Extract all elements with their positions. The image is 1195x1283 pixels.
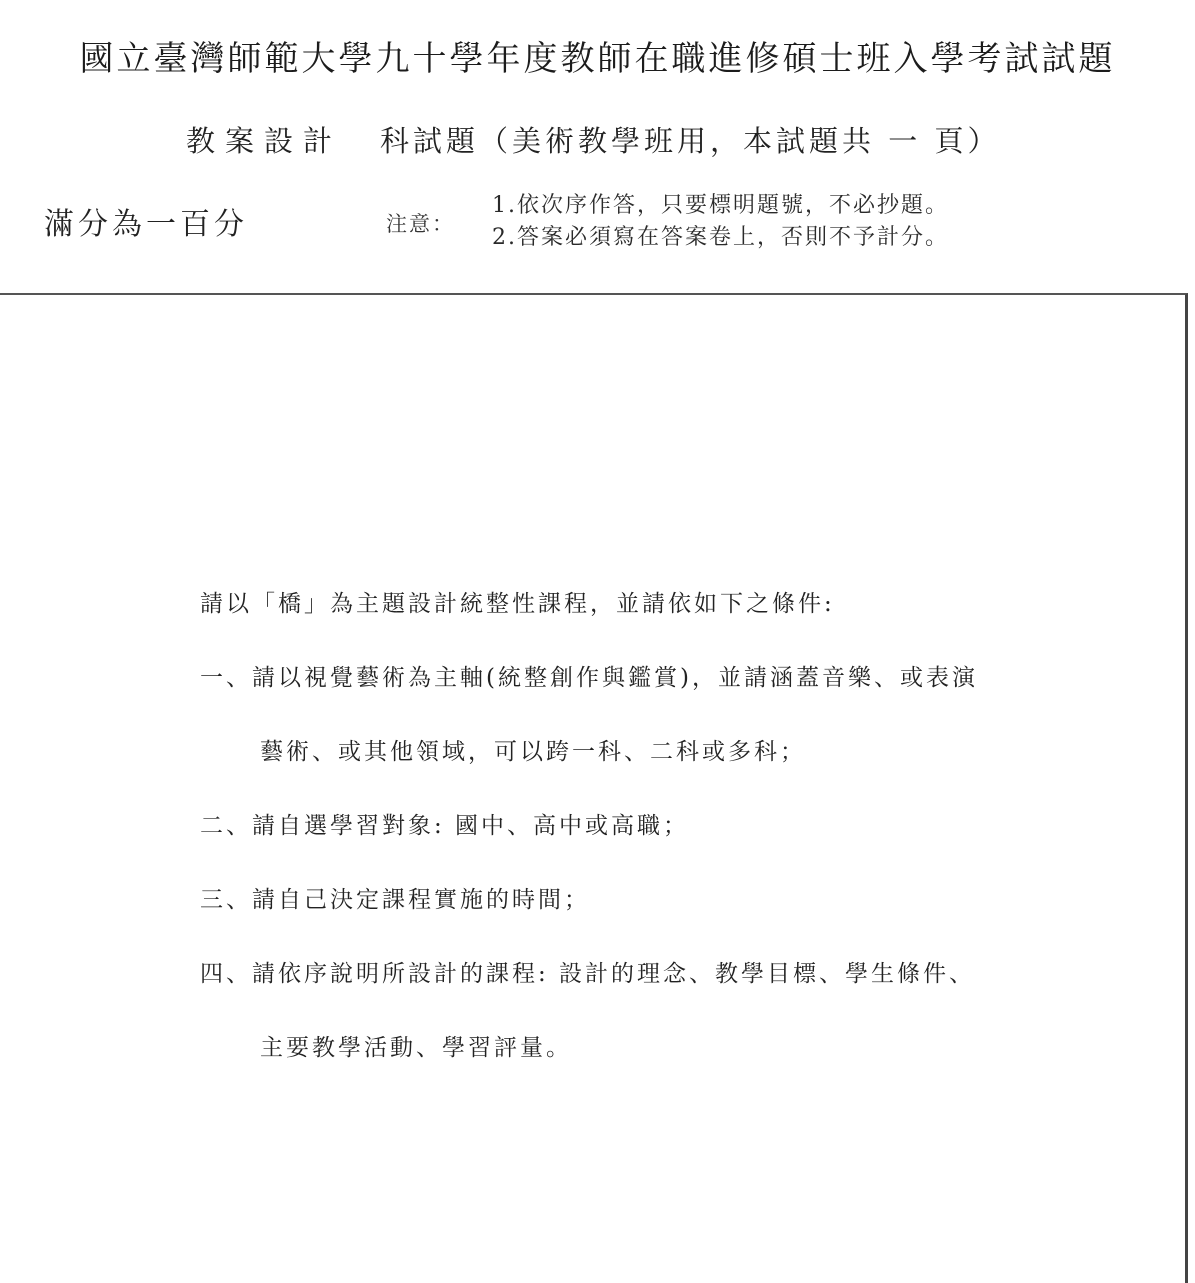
subject-name: 教案設計 — [186, 123, 343, 158]
subject-line — [186, 116, 1000, 162]
condition-4: 四、請依序說明所設計的課程: 設計的理念、教學目標、學生條件、 — [200, 961, 976, 987]
exam-title: 國立臺灣師範大學九十學年度教師在職進修碩士班入學考試試題 — [79, 38, 1116, 79]
subject-description: 科試題（美術教學班用，本試題共 一 頁） — [380, 123, 1001, 158]
condition-4-continued: 主要教學活動、學習評量。 — [260, 1035, 572, 1061]
condition-1: 一、請以視覺藝術為主軸(統整創作與鑑賞)，並請涵蓋音樂、或表演 — [200, 665, 978, 691]
condition-1-continued: 藝術、或其他領域，可以跨一科、二科或多科； — [260, 739, 806, 765]
question-block — [200, 582, 1100, 1100]
condition-3: 三、請自己決定課程實施的時間； — [200, 887, 590, 913]
notice-label: 注意： — [386, 212, 455, 236]
notice-item: 1.依次序作答，只要標明題號，不必抄題。 — [492, 193, 949, 218]
notice-list — [492, 190, 949, 254]
question-intro: 請以「橋」為主題設計統整性課程，並請依如下之條件: — [200, 591, 835, 617]
notice-item: 2.答案必須寫在答案卷上，否則不予計分。 — [492, 225, 949, 250]
condition-2: 二、請自選學習對象: 國中、高中或高職； — [200, 813, 690, 839]
total-score-label: 滿分為一百分 — [44, 207, 248, 242]
